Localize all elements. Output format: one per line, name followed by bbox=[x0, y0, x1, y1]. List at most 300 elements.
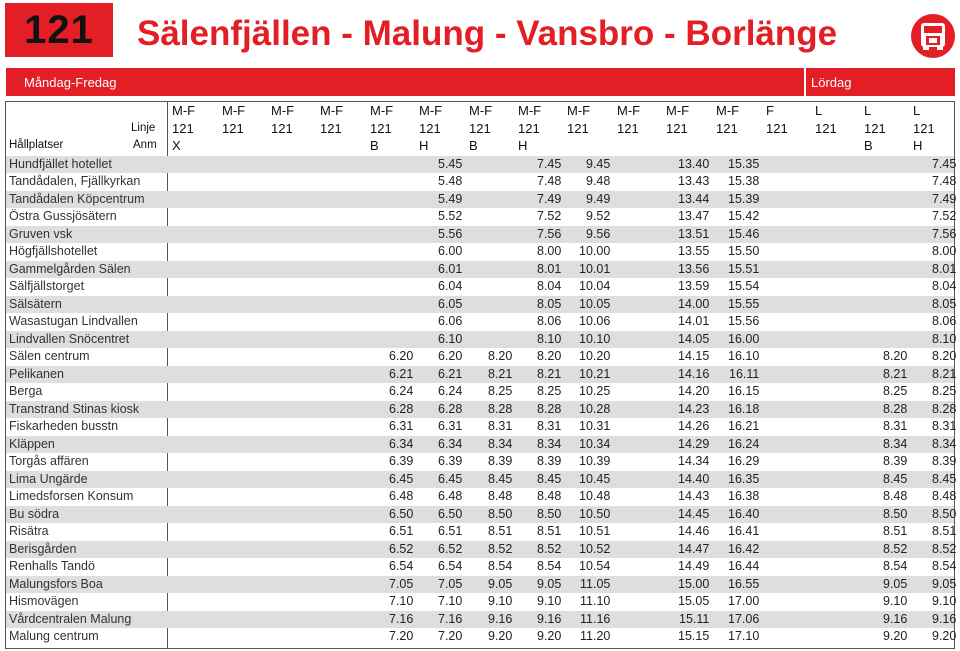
table-row bbox=[6, 488, 957, 506]
departure-time: 8.01 bbox=[932, 261, 957, 276]
departure-time: 8.48 bbox=[488, 489, 513, 503]
departure-time: 16.29 bbox=[728, 454, 760, 468]
stop-name: Sälen centrum bbox=[9, 349, 90, 363]
departure-time: 7.56 bbox=[932, 226, 957, 241]
day-label: M-F bbox=[222, 103, 246, 118]
departure-time: 6.54 bbox=[389, 559, 414, 573]
stop-name: Bu södra bbox=[9, 506, 60, 521]
day-label: M-F bbox=[469, 103, 493, 118]
departure-time: 16.11 bbox=[729, 366, 760, 381]
table-row bbox=[6, 383, 957, 401]
table-row bbox=[6, 541, 957, 559]
departure-time: 6.31 bbox=[438, 419, 463, 433]
departure-time: 16.00 bbox=[728, 331, 760, 346]
departure-time: 7.48 bbox=[537, 174, 562, 188]
departure-time: 8.04 bbox=[537, 279, 562, 293]
table-row bbox=[6, 506, 957, 524]
departure-time: 8.51 bbox=[537, 524, 562, 538]
stop-name: Pelikanen bbox=[9, 366, 64, 381]
stop-name: Wasastugan Lindvallen bbox=[9, 314, 138, 328]
day-label: M-F bbox=[320, 103, 344, 118]
departure-time: 10.04 bbox=[579, 279, 611, 293]
departure-time: 8.45 bbox=[883, 471, 908, 486]
line-label: 121 bbox=[320, 120, 342, 136]
day-label: M-F bbox=[518, 103, 542, 118]
departure-time: 8.50 bbox=[488, 506, 513, 521]
departure-time: 6.00 bbox=[438, 244, 463, 258]
departure-time: 7.16 bbox=[389, 611, 414, 626]
departure-time: 8.39 bbox=[932, 454, 957, 468]
day-label: M-F bbox=[419, 103, 443, 118]
table-row bbox=[6, 173, 957, 191]
departure-time: 8.39 bbox=[488, 454, 513, 468]
departure-time: 6.05 bbox=[438, 296, 463, 311]
day-label: M-F bbox=[666, 103, 690, 118]
stop-name: Tandådalen Köpcentrum bbox=[9, 191, 145, 206]
departure-time: 6.01 bbox=[438, 261, 463, 276]
departure-time: 9.20 bbox=[488, 629, 513, 643]
departure-time: 14.16 bbox=[678, 366, 710, 381]
departure-time: 14.05 bbox=[678, 331, 710, 346]
day-label: L bbox=[864, 103, 872, 118]
note-label: H bbox=[913, 138, 923, 153]
departure-time: 8.52 bbox=[488, 541, 513, 556]
departure-time: 6.10 bbox=[438, 331, 463, 346]
departure-time: 8.34 bbox=[883, 436, 908, 451]
departure-time: 8.34 bbox=[537, 436, 562, 451]
departure-time: 13.43 bbox=[678, 174, 710, 188]
departure-time: 13.59 bbox=[678, 279, 710, 293]
departure-time: 8.28 bbox=[537, 401, 562, 416]
departure-time: 11.10 bbox=[580, 594, 611, 608]
departure-time: 8.39 bbox=[883, 454, 908, 468]
departure-time: 8.34 bbox=[932, 436, 957, 451]
departure-time: 8.52 bbox=[537, 541, 562, 556]
departure-time: 8.28 bbox=[883, 401, 908, 416]
departure-time: 6.45 bbox=[438, 471, 463, 486]
line-label: 121 bbox=[864, 120, 886, 136]
departure-time: 9.20 bbox=[883, 629, 908, 643]
departure-time: 9.16 bbox=[537, 611, 562, 626]
note-label: B bbox=[370, 138, 379, 153]
route-number-badge: 121 bbox=[5, 3, 113, 57]
departure-time: 10.25 bbox=[579, 384, 611, 398]
departure-time: 10.10 bbox=[579, 331, 611, 346]
departure-time: 6.21 bbox=[438, 366, 463, 381]
stop-name: Gammelgården Sälen bbox=[9, 261, 131, 276]
departure-time: 6.39 bbox=[438, 454, 463, 468]
departure-time: 6.48 bbox=[438, 489, 463, 503]
departure-time: 5.52 bbox=[438, 209, 463, 223]
line-label: 121 bbox=[271, 120, 293, 136]
departure-time: 14.29 bbox=[678, 436, 710, 451]
departure-time: 6.50 bbox=[438, 506, 463, 521]
departure-time: 9.10 bbox=[537, 594, 562, 608]
departure-time: 14.15 bbox=[678, 349, 710, 363]
stop-name: Fiskarheden busstn bbox=[9, 419, 119, 433]
line-label: 121 bbox=[666, 120, 688, 136]
departure-time: 6.24 bbox=[438, 384, 463, 398]
departure-time: 8.25 bbox=[488, 384, 513, 398]
departure-time: 9.48 bbox=[586, 174, 611, 188]
departure-time: 14.01 bbox=[678, 314, 710, 328]
departure-time: 8.05 bbox=[932, 296, 957, 311]
stop-name: Malung centrum bbox=[9, 629, 99, 643]
departure-time: 15.55 bbox=[728, 296, 760, 311]
departure-time: 15.50 bbox=[728, 244, 760, 258]
table-row bbox=[6, 226, 957, 244]
departure-time: 9.05 bbox=[488, 576, 513, 591]
departure-time: 8.05 bbox=[537, 296, 562, 311]
table-row bbox=[6, 313, 957, 331]
departure-time: 8.51 bbox=[488, 524, 513, 538]
day-label: M-F bbox=[716, 103, 740, 118]
departure-time: 8.00 bbox=[932, 244, 957, 258]
table-row bbox=[6, 628, 957, 646]
stop-name: Gruven vsk bbox=[9, 226, 73, 241]
line-label: 121 bbox=[716, 120, 738, 136]
departure-time: 14.20 bbox=[678, 384, 710, 398]
departure-time: 8.31 bbox=[488, 419, 513, 433]
departure-time: 8.04 bbox=[932, 279, 957, 293]
departure-time: 7.10 bbox=[438, 594, 463, 608]
departure-time: 9.16 bbox=[883, 611, 908, 626]
departure-time: 14.46 bbox=[678, 524, 710, 538]
departure-time: 6.06 bbox=[438, 314, 463, 328]
header-row-days bbox=[6, 102, 954, 120]
departure-time: 8.31 bbox=[932, 419, 957, 433]
timetable-grid bbox=[5, 101, 955, 649]
departure-time: 6.20 bbox=[438, 349, 463, 363]
departure-time: 16.42 bbox=[728, 541, 760, 556]
anm-label: Anm bbox=[133, 139, 157, 151]
departure-time: 8.28 bbox=[932, 401, 957, 416]
departure-time: 7.45 bbox=[932, 156, 957, 171]
table-row bbox=[6, 471, 957, 489]
departure-time: 6.45 bbox=[389, 471, 414, 486]
departure-time: 14.00 bbox=[678, 296, 710, 311]
departure-time: 13.47 bbox=[678, 209, 710, 223]
departure-time: 8.54 bbox=[883, 559, 908, 573]
stop-name: Berga bbox=[9, 384, 43, 398]
table-row bbox=[6, 576, 957, 594]
departure-time: 14.26 bbox=[678, 419, 710, 433]
stop-name: Renhalls Tandö bbox=[9, 559, 95, 573]
departure-time: 7.52 bbox=[537, 209, 562, 223]
departure-time: 8.06 bbox=[537, 314, 562, 328]
linje-label: Linje bbox=[131, 121, 156, 134]
hallplatser-label: Hållplatser bbox=[9, 139, 64, 151]
departure-time: 13.51 bbox=[678, 226, 710, 241]
departure-time: 10.28 bbox=[579, 401, 611, 416]
departure-time: 8.54 bbox=[537, 559, 562, 573]
departure-time: 10.21 bbox=[579, 366, 611, 381]
departure-time: 13.40 bbox=[678, 156, 710, 171]
departure-time: 9.05 bbox=[883, 576, 908, 591]
departure-time: 6.20 bbox=[389, 349, 414, 363]
departure-time: 8.21 bbox=[932, 366, 957, 381]
stop-name: Hundfjället hotellet bbox=[9, 156, 112, 171]
stop-name: Risätra bbox=[9, 524, 49, 538]
stop-name: Transtrand Stinas kiosk bbox=[9, 401, 140, 416]
line-label: 121 bbox=[172, 120, 194, 136]
departure-time: 8.20 bbox=[883, 349, 908, 363]
departure-time: 6.31 bbox=[389, 419, 414, 433]
line-label: 121 bbox=[469, 120, 491, 136]
stop-name: Sälsätern bbox=[9, 296, 62, 311]
departure-time: 5.45 bbox=[438, 156, 463, 171]
departure-time: 8.10 bbox=[537, 331, 562, 346]
stop-name: Berisgården bbox=[9, 541, 77, 556]
departure-time: 8.20 bbox=[932, 349, 957, 363]
header-row-lines bbox=[6, 120, 954, 138]
table-row bbox=[6, 191, 957, 209]
line-label: 121 bbox=[617, 120, 639, 136]
departure-time: 8.51 bbox=[883, 524, 908, 538]
table-row bbox=[6, 418, 957, 436]
departure-time: 9.49 bbox=[586, 191, 611, 206]
departure-time: 8.52 bbox=[883, 541, 908, 556]
departure-time: 10.01 bbox=[579, 261, 611, 276]
stop-name: Högfjällshotellet bbox=[9, 244, 98, 258]
line-label: 121 bbox=[567, 120, 589, 136]
departure-time: 8.28 bbox=[488, 401, 513, 416]
table-row bbox=[6, 593, 957, 611]
departure-time: 10.54 bbox=[579, 559, 611, 573]
table-row bbox=[6, 366, 957, 384]
departure-time: 16.21 bbox=[728, 419, 760, 433]
departure-time: 6.34 bbox=[389, 436, 414, 451]
departure-time: 5.49 bbox=[438, 191, 463, 206]
departure-time: 10.20 bbox=[579, 349, 611, 363]
stop-name: Lima Ungärde bbox=[9, 471, 88, 486]
departure-time: 8.45 bbox=[488, 471, 513, 486]
departure-time: 10.45 bbox=[579, 471, 611, 486]
departure-time: 8.39 bbox=[537, 454, 562, 468]
departure-time: 8.25 bbox=[537, 384, 562, 398]
departure-time: 6.51 bbox=[438, 524, 463, 538]
departure-time: 15.42 bbox=[728, 209, 760, 223]
table-row bbox=[6, 436, 957, 454]
table-row bbox=[6, 278, 957, 296]
departure-time: 6.54 bbox=[438, 559, 463, 573]
bus-logo-icon bbox=[911, 14, 955, 58]
departure-time: 6.52 bbox=[389, 541, 414, 556]
day-label: M-F bbox=[172, 103, 196, 118]
day-label: M-F bbox=[567, 103, 591, 118]
departure-time: 15.46 bbox=[728, 226, 760, 241]
departure-time: 6.21 bbox=[389, 366, 414, 381]
table-row bbox=[6, 401, 957, 419]
stop-name: Limedsforsen Konsum bbox=[9, 489, 134, 503]
table-row bbox=[6, 296, 957, 314]
departure-time: 10.48 bbox=[579, 489, 611, 503]
note-label: H bbox=[419, 138, 429, 153]
departure-time: 6.39 bbox=[389, 454, 414, 468]
table-row bbox=[6, 156, 957, 174]
departure-time: 7.49 bbox=[932, 191, 957, 206]
day-label: L bbox=[913, 103, 921, 118]
departure-time: 10.06 bbox=[579, 314, 611, 328]
departure-time: 8.54 bbox=[488, 559, 513, 573]
departure-time: 11.20 bbox=[580, 629, 611, 643]
departure-time: 9.10 bbox=[932, 594, 957, 608]
departure-time: 8.00 bbox=[537, 244, 562, 258]
departure-time: 16.38 bbox=[728, 489, 760, 503]
day-label: M-F bbox=[271, 103, 295, 118]
departure-time: 16.40 bbox=[728, 506, 760, 521]
departure-time: 8.01 bbox=[537, 261, 562, 276]
departure-time: 14.43 bbox=[678, 489, 710, 503]
departure-time: 16.18 bbox=[728, 401, 760, 416]
departure-time: 6.52 bbox=[438, 541, 463, 556]
departure-time: 8.50 bbox=[932, 506, 957, 521]
departure-time: 17.00 bbox=[728, 594, 760, 608]
departure-time: 7.56 bbox=[537, 226, 562, 241]
departure-time: 8.20 bbox=[537, 349, 562, 363]
departure-time: 11.05 bbox=[580, 576, 611, 591]
departure-time: 7.05 bbox=[389, 576, 414, 591]
departure-time: 7.45 bbox=[537, 156, 562, 171]
departure-time: 17.10 bbox=[728, 629, 760, 643]
table-row bbox=[6, 453, 957, 471]
departure-time: 15.39 bbox=[728, 191, 760, 206]
departure-time: 7.49 bbox=[537, 191, 562, 206]
departure-time: 9.10 bbox=[883, 594, 908, 608]
departure-time: 9.52 bbox=[586, 209, 611, 223]
departure-time: 8.52 bbox=[932, 541, 957, 556]
departure-time: 5.56 bbox=[438, 226, 463, 241]
stop-name: Torgås affären bbox=[9, 454, 89, 468]
departure-time: 8.06 bbox=[932, 314, 957, 328]
departure-time: 10.31 bbox=[579, 419, 611, 433]
departure-time: 6.24 bbox=[389, 384, 414, 398]
departure-time: 15.56 bbox=[728, 314, 760, 328]
saturday-band bbox=[806, 68, 955, 96]
note-label: B bbox=[864, 138, 873, 153]
table-row bbox=[6, 523, 957, 541]
departure-time: 8.48 bbox=[932, 489, 957, 503]
table-row bbox=[6, 331, 957, 349]
table-row bbox=[6, 611, 957, 629]
weekday-label: Måndag-Fredag bbox=[24, 74, 117, 90]
departure-time: 6.04 bbox=[438, 279, 463, 293]
departure-time: 5.48 bbox=[438, 174, 463, 188]
stop-name: Hismovägen bbox=[9, 594, 79, 608]
line-label: 121 bbox=[518, 120, 540, 136]
departure-time: 7.16 bbox=[438, 611, 463, 626]
departure-time: 6.48 bbox=[389, 489, 414, 503]
departure-time: 9.20 bbox=[932, 629, 957, 643]
departure-time: 13.44 bbox=[678, 191, 710, 206]
stop-name: Vårdcentralen Malung bbox=[9, 611, 132, 626]
departure-time: 14.23 bbox=[678, 401, 710, 416]
departure-time: 8.51 bbox=[932, 524, 957, 538]
departure-time: 7.05 bbox=[438, 576, 463, 591]
departure-time: 15.15 bbox=[678, 629, 710, 643]
departure-time: 11.16 bbox=[580, 611, 611, 626]
departure-time: 10.39 bbox=[579, 454, 611, 468]
departure-time: 8.31 bbox=[537, 419, 562, 433]
departure-time: 10.52 bbox=[579, 541, 611, 556]
departure-time: 8.21 bbox=[488, 366, 513, 381]
table-row bbox=[6, 261, 957, 279]
departure-time: 9.05 bbox=[932, 576, 957, 591]
table-row bbox=[6, 243, 957, 261]
stop-name: Östra Gussjösätern bbox=[9, 209, 117, 223]
departure-time: 8.54 bbox=[932, 559, 957, 573]
departure-time: 8.48 bbox=[537, 489, 562, 503]
departure-time: 6.28 bbox=[389, 401, 414, 416]
departure-time: 15.51 bbox=[728, 261, 760, 276]
departure-time: 8.50 bbox=[883, 506, 908, 521]
line-label: 121 bbox=[222, 120, 244, 136]
departure-time: 7.52 bbox=[932, 209, 957, 223]
stop-name: Kläppen bbox=[9, 436, 55, 451]
departure-time: 9.20 bbox=[537, 629, 562, 643]
table-row bbox=[6, 558, 957, 576]
departure-time: 14.45 bbox=[678, 506, 710, 521]
departure-time: 8.20 bbox=[488, 349, 513, 363]
departure-time: 16.15 bbox=[728, 384, 760, 398]
departure-time: 8.45 bbox=[932, 471, 957, 486]
line-label: 121 bbox=[766, 120, 788, 136]
departure-time: 8.25 bbox=[932, 384, 957, 398]
departure-time: 6.34 bbox=[438, 436, 463, 451]
departure-time: 13.56 bbox=[678, 261, 710, 276]
departure-time: 8.21 bbox=[537, 366, 562, 381]
departure-time: 16.55 bbox=[728, 576, 760, 591]
departure-time: 10.50 bbox=[579, 506, 611, 521]
departure-time: 15.38 bbox=[728, 174, 760, 188]
departure-time: 9.16 bbox=[488, 611, 513, 626]
departure-time: 8.45 bbox=[537, 471, 562, 486]
departure-time: 9.45 bbox=[586, 156, 611, 171]
departure-time: 6.50 bbox=[389, 506, 414, 521]
departure-time: 8.25 bbox=[883, 384, 908, 398]
line-label: 121 bbox=[419, 120, 441, 136]
departure-time: 16.41 bbox=[728, 524, 760, 538]
day-label: M-F bbox=[370, 103, 394, 118]
departure-time: 8.10 bbox=[932, 331, 957, 346]
departure-time: 10.34 bbox=[579, 436, 611, 451]
departure-time: 7.10 bbox=[389, 594, 414, 608]
departure-time: 9.16 bbox=[932, 611, 957, 626]
header-row-notes bbox=[6, 137, 954, 155]
departure-time: 16.24 bbox=[728, 436, 760, 451]
line-label: 121 bbox=[370, 120, 392, 136]
departure-time: 6.51 bbox=[389, 524, 414, 538]
departure-time: 8.48 bbox=[883, 489, 908, 503]
departure-time: 15.05 bbox=[678, 594, 710, 608]
departure-time: 8.50 bbox=[537, 506, 562, 521]
departure-time: 16.10 bbox=[728, 349, 760, 363]
day-label: L bbox=[815, 103, 823, 118]
departure-time: 10.51 bbox=[579, 524, 611, 538]
stop-name: Tandådalen, Fjällkyrkan bbox=[9, 174, 141, 188]
departure-time: 8.31 bbox=[883, 419, 908, 433]
page-title: Sälenfjällen - Malung - Vansbro - Borlänge bbox=[137, 14, 838, 53]
table-row bbox=[6, 348, 957, 366]
departure-time: 16.35 bbox=[728, 471, 760, 486]
departure-time: 14.40 bbox=[678, 471, 710, 486]
departure-time: 10.00 bbox=[579, 244, 611, 258]
departure-time: 15.35 bbox=[728, 156, 760, 171]
departure-time: 7.20 bbox=[389, 629, 414, 643]
departure-time: 14.47 bbox=[678, 541, 710, 556]
stop-name: Lindvallen Snöcentret bbox=[9, 331, 130, 346]
line-label: 121 bbox=[815, 120, 837, 136]
